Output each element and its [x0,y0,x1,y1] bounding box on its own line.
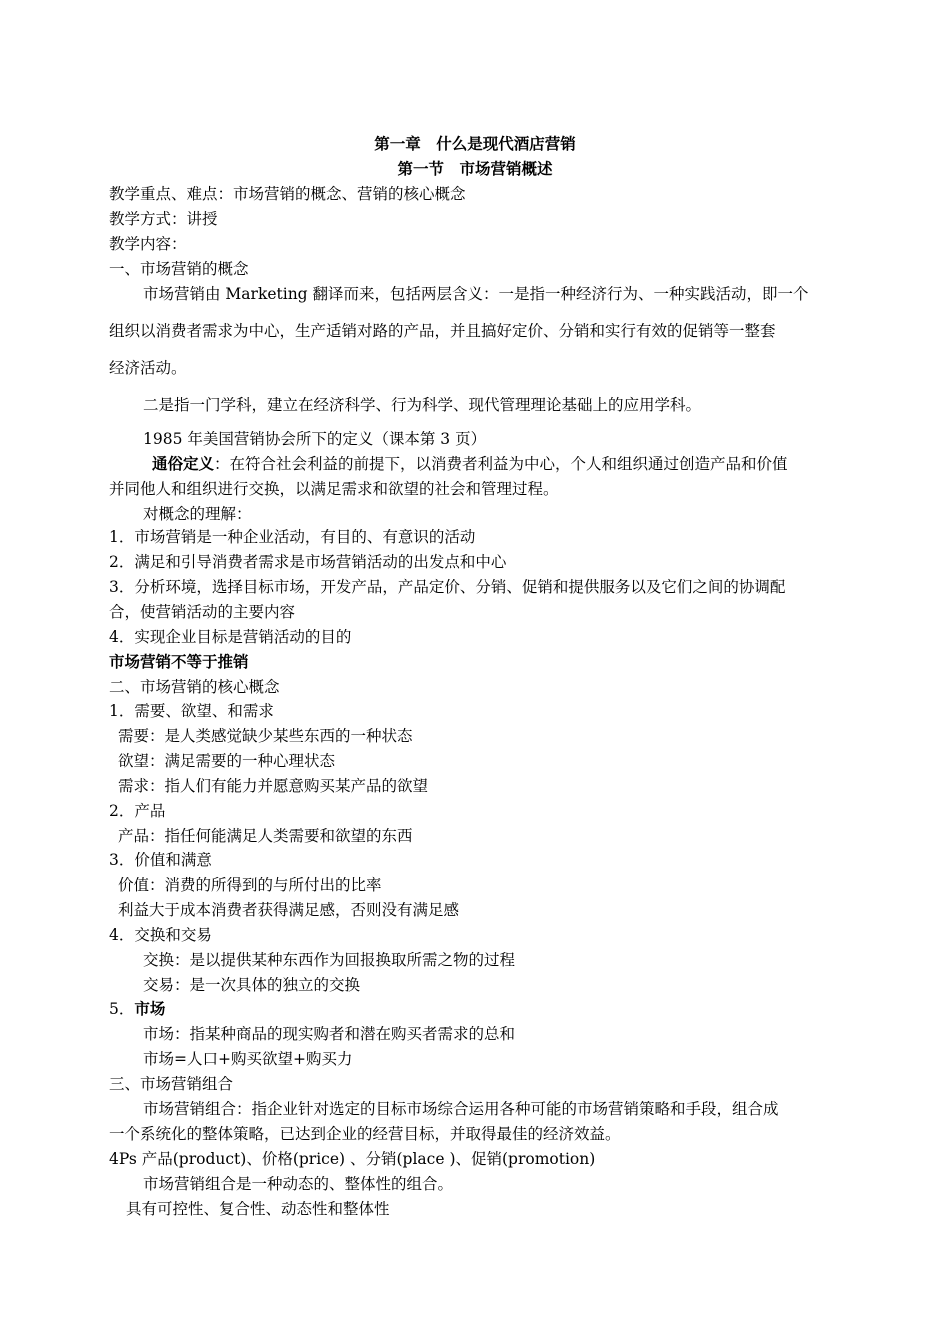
paragraph-line: 经济活动。 [109,359,187,377]
understanding-heading: 对概念的理解： [143,505,252,523]
list-item [109,999,165,1019]
definition-line: 利益大于成本消费者获得满足感，否则没有满足感 [118,901,460,919]
popular-definition [152,454,788,474]
chapter-title: 第一章 什么是现代酒店营销 [374,135,576,153]
paragraph-line: 二是指一门学科，建立在经济科学、行为科学、现代管理理论基础上的应用学科。 [143,396,702,414]
paragraph-line: 市场营销由 Marketing 翻译而来，包括两层含义：一是指一种经济行为、一种实践活动，即一个 [143,285,809,303]
definition-line: 市场：指某种商品的现实购者和潜在购买者需求的总和 [143,1025,516,1043]
definition-line: 产品：指任何能满足人类需要和欲望的东西 [118,827,413,845]
paragraph-line: 组织以消费者需求为中心，生产适销对路的产品，并且搞好定价、分销和实行有效的促销等一整套 [109,322,776,340]
list-item: 2．产品 [109,802,166,820]
heading-concept: 一、市场营销的概念 [109,260,249,278]
list-item: 合，使营销活动的主要内容 [109,603,296,621]
list-item: 4．交换和交易 [109,926,212,944]
paragraph-line: 一个系统化的整体策略，已达到企业的经营目标，并取得最佳的经济效益。 [109,1125,621,1143]
teaching-method: 教学方式：讲授 [109,210,218,228]
definition-text: ：在符合社会利益的前提下，以消费者利益为中心，个人和组织通过创造产品和价值 [214,455,788,473]
section-title: 第一节 市场营销概述 [397,160,553,178]
four-ps-line: 4Ps 产品(product)、价格(price) 、分销(place )、促销(promotion) [109,1150,596,1168]
definition-line: 价值：消费的所得到的与所付出的比率 [118,876,382,894]
heading-core-concepts: 二、市场营销的核心概念 [109,678,280,696]
list-item: 3．价值和满意 [109,851,212,869]
list-item: 1．需要、欲望、和需求 [109,702,274,720]
list-item: 4．实现企业目标是营销活动的目的 [109,628,352,646]
definition-line: 需要：是人类感觉缺少某些东西的一种状态 [118,727,413,745]
definition-line: 欲望：满足需要的一种心理状态 [118,752,336,770]
paragraph-line: 1985 年美国营销协会所下的定义（课本第 3 页） [143,430,487,448]
list-item: 3．分析环境，选择目标市场，开发产品，产品定价、分销、促销和提供服务以及它们之间的协调配 [109,578,786,596]
definition-label: 通俗定义 [152,455,215,473]
list-number: 5． [109,1000,135,1018]
definition-line: 市场=人口+购买欲望+购买力 [143,1050,353,1068]
paragraph-line: 具有可控性、复合性、动态性和整体性 [126,1200,390,1218]
teaching-focus: 教学重点、难点：市场营销的概念、营销的核心概念 [109,185,466,203]
definition-line: 需求：指人们有能力并愿意购买某产品的欲望 [118,777,429,795]
paragraph-line: 并同他人和组织进行交换，以满足需求和欲望的社会和管理过程。 [109,480,559,498]
paragraph-line: 市场营销组合是一种动态的、整体性的组合。 [143,1175,454,1193]
list-item: 1．市场营销是一种企业活动，有目的、有意识的活动 [109,528,476,546]
teaching-content: 教学内容： [109,235,187,253]
market-label: 市场 [134,1000,166,1018]
list-item: 2．满足和引导消费者需求是市场营销活动的出发点和中心 [109,553,507,571]
definition-line: 交换：是以提供某种东西作为回报换取所需之物的过程 [143,951,516,969]
definition-line: 交易：是一次具体的独立的交换 [143,976,361,994]
paragraph-line: 市场营销组合：指企业针对选定的目标市场综合运用各种可能的市场营销策略和手段，组合成 [143,1100,779,1118]
not-sales-note: 市场营销不等于推销 [109,653,249,671]
heading-marketing-mix: 三、市场营销组合 [109,1075,234,1093]
